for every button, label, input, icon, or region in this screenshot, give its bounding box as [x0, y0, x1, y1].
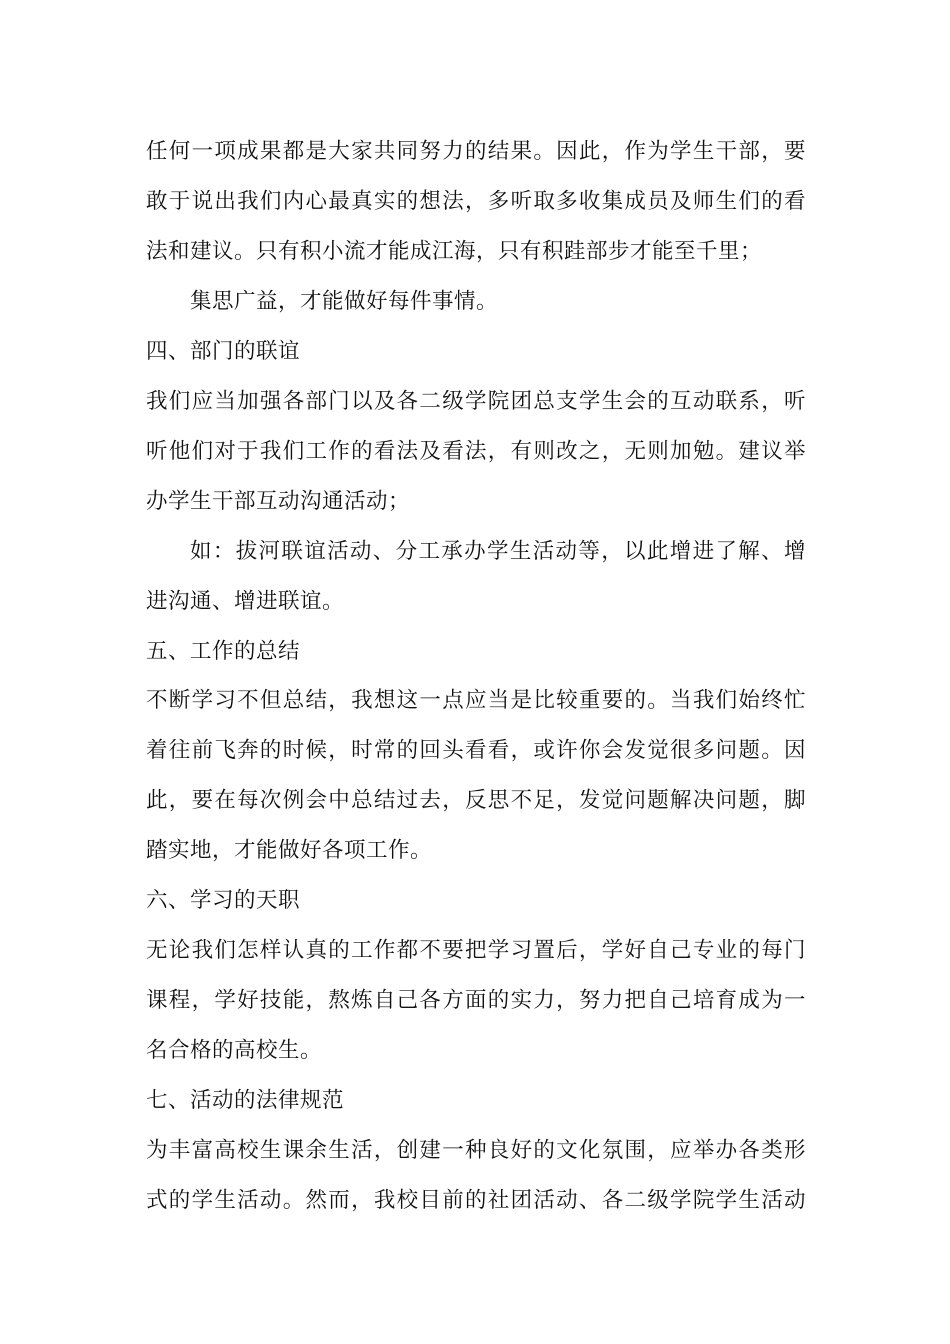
paragraph-line: 办学生干部互动沟通活动；	[146, 489, 411, 514]
paragraph-line: 课程，学好技能，熬炼自己各方面的实力，努力把自己培育成为一	[146, 988, 806, 1013]
paragraph-line: 踏实地，才能做好各项工作。	[146, 838, 433, 863]
section-heading: 七、活动的法律规范	[146, 1088, 345, 1113]
paragraph-line: 此，要在每次例会中总结过去，反思不足，发觉问题解决问题，脚	[146, 788, 806, 813]
paragraph-line: 如：拔河联谊活动、分工承办学生活动等，以此增进了解、增	[190, 539, 806, 564]
paragraph-line: 我们应当加强各部门以及各二级学院团总支学生会的互动联系，听	[146, 389, 806, 414]
paragraph-line: 不断学习不但总结，我想这一点应当是比较重要的。当我们始终忙	[146, 688, 806, 713]
section-heading: 四、部门的联谊	[146, 339, 301, 364]
paragraph-line: 法和建议。只有积小流才能成江海，只有积跬部步才能至千里；	[146, 239, 763, 264]
paragraph-line: 任何一项成果都是大家共同努力的结果。因此，作为学生干部，要	[146, 139, 806, 164]
section-heading: 六、学习的天职	[146, 888, 301, 913]
paragraph-line: 集思广益，才能做好每件事情。	[190, 289, 499, 314]
paragraph-line: 敢于说出我们内心最真实的想法，多听取多收集成员及师生们的看	[146, 189, 806, 214]
paragraph-line: 无论我们怎样认真的工作都不要把学习置后，学好自己专业的每门	[146, 938, 806, 963]
paragraph-line: 着往前飞奔的时候，时常的回头看看，或许你会发觉很多问题。因	[146, 738, 806, 763]
paragraph-line: 为丰富高校生课余生活，创建一种良好的文化氛围，应举办各类形	[146, 1138, 806, 1163]
paragraph-line: 式的学生活动。然而，我校目前的社团活动、各二级学院学生活动	[146, 1188, 806, 1213]
paragraph-line: 听他们对于我们工作的看法及看法，有则改之，无则加勉。建议举	[146, 439, 806, 464]
paragraph-line: 进沟通、增进联谊。	[146, 589, 345, 614]
section-heading: 五、工作的总结	[146, 639, 301, 664]
paragraph-line: 名合格的高校生。	[146, 1038, 323, 1063]
